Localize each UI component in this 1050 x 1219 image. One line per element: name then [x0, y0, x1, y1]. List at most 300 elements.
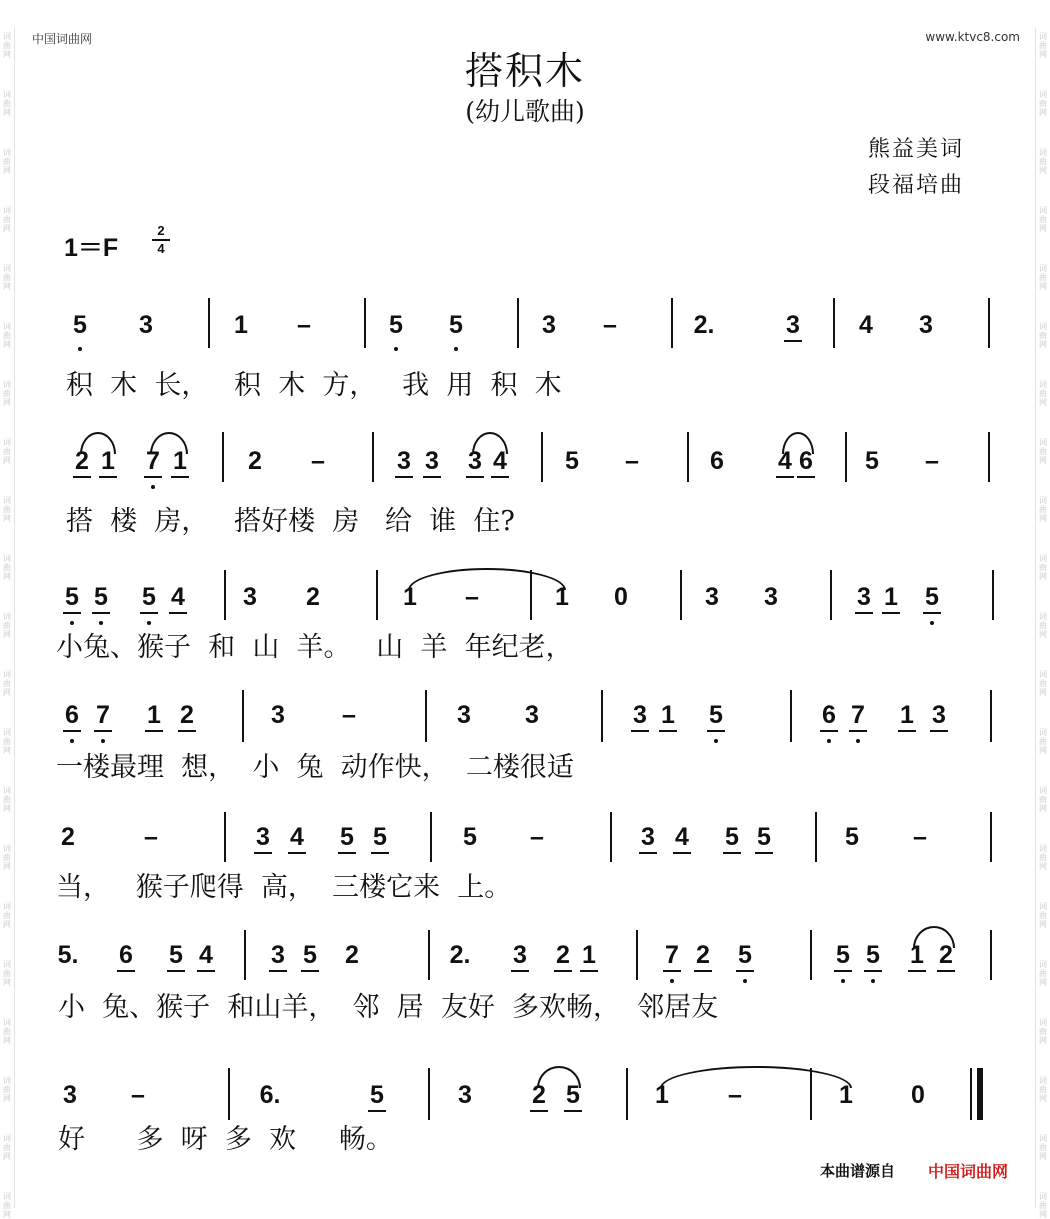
eighth-underline: [784, 340, 802, 342]
eighth-underline: [117, 970, 135, 972]
bar-line: [988, 432, 990, 482]
note: [537, 310, 561, 340]
note-symbol: 4: [493, 447, 507, 475]
eighth-underline: [466, 476, 484, 478]
bar-line: [430, 812, 432, 862]
note: [68, 310, 92, 340]
note: [704, 700, 728, 730]
eighth-underline: [491, 476, 509, 478]
eighth-underline: [530, 1110, 548, 1112]
side-watermark: 词曲网: [1039, 1076, 1047, 1103]
note-symbol: 2: [306, 583, 320, 611]
side-watermark: 词曲网: [3, 380, 11, 407]
bar-line: [541, 432, 543, 482]
note-symbol: 5: [845, 823, 859, 851]
note-symbol: 3: [633, 701, 647, 729]
note-symbol: 5: [65, 583, 79, 611]
lyricist-credit: 熊益美词: [868, 137, 965, 162]
time-signature-top: 2: [157, 223, 165, 238]
lower-octave-dot: [101, 739, 105, 743]
note: [705, 446, 729, 476]
eighth-underline: [937, 970, 955, 972]
bar-line: [636, 930, 638, 980]
site-name-left: 中国词曲网: [32, 32, 93, 46]
side-watermark: 词曲网: [1039, 206, 1047, 233]
eighth-underline: [882, 612, 900, 614]
note-symbol: 5: [836, 941, 850, 969]
bar-line: [992, 570, 994, 620]
note-symbol: 3: [705, 583, 719, 611]
note-symbol: 5: [142, 583, 156, 611]
note-symbol: 7: [851, 701, 865, 729]
note: [577, 940, 601, 970]
note-symbol: 3: [243, 583, 257, 611]
note: [560, 446, 584, 476]
lower-octave-dot: [856, 739, 860, 743]
note-symbol: 5: [303, 941, 317, 969]
note: [879, 582, 903, 612]
note-symbol: 2: [248, 447, 262, 475]
side-watermark: 词曲网: [3, 728, 11, 755]
note: [266, 940, 290, 970]
note-symbol: 2: [345, 941, 359, 969]
note: [175, 700, 199, 730]
note-symbol: 7: [665, 941, 679, 969]
note: [895, 700, 919, 730]
eighth-underline: [631, 730, 649, 732]
note-symbol: 5: [94, 583, 108, 611]
note: [292, 310, 316, 340]
note: [656, 700, 680, 730]
note: [89, 582, 113, 612]
note: [285, 822, 309, 852]
note-symbol: 3: [458, 1081, 472, 1109]
note-symbol: 3: [857, 583, 871, 611]
note: [301, 582, 325, 612]
eighth-underline: [673, 852, 691, 854]
eighth-underline: [820, 730, 838, 732]
note: [860, 446, 884, 476]
note-symbol: 1: [234, 311, 248, 339]
note-symbol: 1: [655, 1081, 669, 1109]
lower-octave-dot: [70, 621, 74, 625]
side-watermark: 词曲网: [1039, 786, 1047, 813]
eighth-underline: [580, 970, 598, 972]
note: [258, 1080, 282, 1110]
bar-line: [671, 298, 673, 348]
key-signature: 1＝F: [64, 234, 119, 262]
eighth-underline: [564, 1110, 582, 1112]
bar-line: [990, 930, 992, 980]
note: [392, 446, 416, 476]
note: [700, 582, 724, 612]
eighth-underline: [92, 612, 110, 614]
side-watermark: 词曲网: [3, 206, 11, 233]
note-symbol: 1: [147, 701, 161, 729]
eighth-underline: [269, 970, 287, 972]
side-watermark: 词曲网: [1039, 380, 1047, 407]
note-symbol: 2.: [693, 311, 715, 339]
bar-line: [208, 298, 210, 348]
note-symbol: 1: [900, 701, 914, 729]
side-watermark: 词曲网: [1039, 612, 1047, 639]
note: [126, 1080, 150, 1110]
eighth-underline: [736, 970, 754, 972]
lower-octave-dot: [827, 739, 831, 743]
note-symbol: 5: [566, 1081, 580, 1109]
note-symbol: 3: [641, 823, 655, 851]
right-margin-strip: [1035, 28, 1050, 1219]
note: [60, 700, 84, 730]
bar-line: [610, 812, 612, 862]
note-symbol: 5: [463, 823, 477, 851]
side-watermark: 词曲网: [3, 1076, 11, 1103]
bar-line: [222, 432, 224, 482]
note: [194, 940, 218, 970]
note-symbol: 5: [169, 941, 183, 969]
eighth-underline: [554, 970, 572, 972]
eighth-underline: [908, 970, 926, 972]
site-url-right[interactable]: www.ktvc8.com: [925, 30, 1020, 44]
note-symbol: 3: [256, 823, 270, 851]
side-watermark: 词曲网: [1039, 1192, 1047, 1219]
note: [56, 940, 80, 970]
bar-line: [626, 1068, 628, 1120]
side-watermark: 词曲网: [3, 844, 11, 871]
note: [164, 940, 188, 970]
note-symbol: –: [530, 823, 544, 851]
note-symbol: 6: [65, 701, 79, 729]
note-symbol: 3: [397, 447, 411, 475]
note: [453, 1080, 477, 1110]
note: [781, 310, 805, 340]
eighth-underline: [145, 730, 163, 732]
note-symbol: 5: [925, 583, 939, 611]
eighth-underline: [834, 970, 852, 972]
note-symbol: 1: [582, 941, 596, 969]
note-symbol: 5: [865, 447, 879, 475]
eighth-underline: [63, 730, 81, 732]
side-watermark: 词曲网: [3, 496, 11, 523]
eighth-underline: [639, 852, 657, 854]
lyric-line: 当， 猴子爬得 高， 三楼它来 上。: [56, 872, 512, 903]
side-watermark: 词曲网: [1039, 844, 1047, 871]
note: [142, 700, 166, 730]
final-bar-thick: [977, 1068, 983, 1120]
side-watermark: 词曲网: [1039, 32, 1047, 59]
note: [384, 310, 408, 340]
time-signature-bottom: 4: [157, 241, 165, 256]
eighth-underline: [797, 476, 815, 478]
song-subtitle: (幼儿歌曲): [465, 97, 585, 126]
note: [243, 446, 267, 476]
note: [598, 310, 622, 340]
note: [551, 940, 575, 970]
eighth-underline: [707, 730, 725, 732]
note-symbol: 1: [101, 447, 115, 475]
lyric-line: 小 兔、猴子 和山羊， 邻 居 友好 多欢畅， 邻居友: [58, 992, 719, 1023]
side-watermark: 词曲网: [1039, 902, 1047, 929]
note-symbol: 5: [866, 941, 880, 969]
note-symbol: 5: [389, 311, 403, 339]
bar-line: [830, 570, 832, 620]
note-symbol: 6: [119, 941, 133, 969]
eighth-underline: [254, 852, 272, 854]
bar-line: [242, 690, 244, 742]
side-watermark: 词曲网: [3, 148, 11, 175]
lower-octave-dot: [99, 621, 103, 625]
bar-line: [244, 930, 246, 980]
note-symbol: 5: [370, 1081, 384, 1109]
note: [452, 700, 476, 730]
side-watermark: 词曲网: [3, 960, 11, 987]
eighth-underline: [659, 730, 677, 732]
note: [636, 822, 660, 852]
lower-octave-dot: [78, 347, 82, 351]
lower-octave-dot: [147, 621, 151, 625]
tie-arc: [408, 568, 566, 590]
tie-arc: [913, 926, 955, 948]
bar-line: [845, 432, 847, 482]
note: [620, 446, 644, 476]
bar-line: [372, 432, 374, 482]
eighth-underline: [923, 612, 941, 614]
eighth-underline: [849, 730, 867, 732]
side-watermark: 词曲网: [1039, 264, 1047, 291]
lyric-line: 一楼最理 想， 小 兔 动作快， 二楼很适: [56, 752, 574, 783]
note: [114, 940, 138, 970]
side-watermark: 词曲网: [3, 438, 11, 465]
note-symbol: 5: [757, 823, 771, 851]
bar-line: [601, 690, 603, 742]
note: [831, 940, 855, 970]
note: [266, 700, 290, 730]
side-watermark: 词曲网: [3, 1134, 11, 1161]
side-watermark: 词曲网: [3, 670, 11, 697]
note: [927, 700, 951, 730]
note-symbol: 5: [373, 823, 387, 851]
note-symbol: 3: [457, 701, 471, 729]
note-symbol: 3: [63, 1081, 77, 1109]
lower-octave-dot: [743, 979, 747, 983]
bar-line: [425, 690, 427, 742]
note: [298, 940, 322, 970]
eighth-underline: [63, 612, 81, 614]
side-watermark: 词曲网: [3, 1018, 11, 1045]
bar-line: [517, 298, 519, 348]
tie-arc: [782, 432, 814, 454]
note: [444, 310, 468, 340]
note-symbol: 3: [786, 311, 800, 339]
note: [335, 822, 359, 852]
note-symbol: –: [625, 447, 639, 475]
note-symbol: –: [311, 447, 325, 475]
bar-line: [364, 298, 366, 348]
eighth-underline: [73, 476, 91, 478]
note: [229, 310, 253, 340]
lower-octave-dot: [394, 347, 398, 351]
note-symbol: 3: [513, 941, 527, 969]
side-watermark: 词曲网: [1039, 90, 1047, 117]
note-symbol: 4: [290, 823, 304, 851]
note: [609, 582, 633, 612]
eighth-underline: [723, 852, 741, 854]
lower-octave-dot: [151, 485, 155, 489]
bar-line: [990, 690, 992, 742]
source-label: 本曲谱源自: [820, 1162, 896, 1180]
note: [691, 940, 715, 970]
bar-line: [790, 690, 792, 742]
note-symbol: 4: [171, 583, 185, 611]
bar-line: [428, 1068, 430, 1120]
eighth-underline: [368, 1110, 386, 1112]
note-symbol: 5: [449, 311, 463, 339]
tie-arc: [537, 1066, 581, 1088]
note-symbol: 5: [738, 941, 752, 969]
left-margin-strip: [0, 28, 15, 1219]
side-watermark: 词曲网: [1039, 496, 1047, 523]
note-symbol: 3: [542, 311, 556, 339]
side-watermark: 词曲网: [1039, 148, 1047, 175]
time-signature: [152, 224, 170, 256]
note: [861, 940, 885, 970]
note-symbol: 2: [696, 941, 710, 969]
note-symbol: 2: [61, 823, 75, 851]
note: [251, 822, 275, 852]
note: [854, 310, 878, 340]
eighth-underline: [855, 612, 873, 614]
note-symbol: –: [925, 447, 939, 475]
note-symbol: –: [342, 701, 356, 729]
bar-line: [988, 298, 990, 348]
eighth-underline: [178, 730, 196, 732]
note: [840, 822, 864, 852]
note: [56, 822, 80, 852]
note-symbol: 7: [146, 447, 160, 475]
lower-octave-dot: [454, 347, 458, 351]
note: [337, 700, 361, 730]
note-symbol: 3: [525, 701, 539, 729]
note: [759, 582, 783, 612]
note-symbol: 3: [919, 311, 933, 339]
bar-line: [680, 570, 682, 620]
note-symbol: –: [728, 1081, 742, 1109]
note-symbol: 3: [425, 447, 439, 475]
side-watermark: 词曲网: [1039, 670, 1047, 697]
note-symbol: 1: [661, 701, 675, 729]
eighth-underline: [94, 730, 112, 732]
note-symbol: 7: [96, 701, 110, 729]
note: [139, 822, 163, 852]
side-watermark: 词曲网: [3, 322, 11, 349]
eighth-underline: [167, 970, 185, 972]
note-symbol: 6: [799, 447, 813, 475]
note-symbol: 1: [403, 583, 417, 611]
note-symbol: 1: [555, 583, 569, 611]
note-symbol: 5: [340, 823, 354, 851]
note-symbol: 0: [614, 583, 628, 611]
note: [340, 940, 364, 970]
side-watermark: 词曲网: [1039, 1134, 1047, 1161]
note: [137, 582, 161, 612]
bar-line: [833, 298, 835, 348]
final-bar-thin: [970, 1068, 972, 1120]
note: [733, 940, 757, 970]
side-watermark: 词曲网: [3, 902, 11, 929]
bar-line: [810, 930, 812, 980]
tie-arc: [660, 1066, 852, 1088]
note: [365, 1080, 389, 1110]
eighth-underline: [169, 612, 187, 614]
bar-line: [428, 930, 430, 980]
note: [420, 446, 444, 476]
note-symbol: 1: [839, 1081, 853, 1109]
lower-octave-dot: [670, 979, 674, 983]
eighth-underline: [755, 852, 773, 854]
note-symbol: 5.: [57, 941, 79, 969]
note: [628, 700, 652, 730]
eighth-underline: [144, 476, 162, 478]
bar-line: [990, 812, 992, 862]
note-symbol: 5: [725, 823, 739, 851]
note-symbol: 3: [139, 311, 153, 339]
side-watermark: 词曲网: [1039, 960, 1047, 987]
note-symbol: 2: [180, 701, 194, 729]
lower-octave-dot: [841, 979, 845, 983]
tie-arc: [150, 432, 188, 454]
eighth-underline: [171, 476, 189, 478]
eighth-underline: [288, 852, 306, 854]
note: [368, 822, 392, 852]
source-site-link[interactable]: 中国词曲网: [928, 1162, 1009, 1181]
side-watermark: 词曲网: [3, 612, 11, 639]
lower-octave-dot: [714, 739, 718, 743]
composer-credit: 段福培曲: [868, 173, 965, 198]
note-symbol: 3: [932, 701, 946, 729]
note: [166, 582, 190, 612]
eighth-underline: [140, 612, 158, 614]
note-symbol: 1: [884, 583, 898, 611]
note-symbol: 4: [675, 823, 689, 851]
note-symbol: 3: [764, 583, 778, 611]
note-symbol: 6: [710, 447, 724, 475]
tie-arc: [80, 432, 116, 454]
note: [670, 822, 694, 852]
note-symbol: 6.: [259, 1081, 281, 1109]
note-symbol: –: [144, 823, 158, 851]
note: [448, 940, 472, 970]
side-watermark: 词曲网: [3, 786, 11, 813]
note: [306, 446, 330, 476]
note: [752, 822, 776, 852]
note-symbol: 3: [468, 447, 482, 475]
note-symbol: 4: [778, 447, 792, 475]
note-symbol: –: [297, 311, 311, 339]
note: [817, 700, 841, 730]
side-watermark: 词曲网: [3, 32, 11, 59]
note-symbol: –: [131, 1081, 145, 1109]
side-watermark: 词曲网: [3, 264, 11, 291]
eighth-underline: [395, 476, 413, 478]
song-title: 搭积木: [464, 49, 585, 93]
side-watermark: 词曲网: [1039, 322, 1047, 349]
lyric-line: 小兔、猴子 和 山 羊。 山 羊 年纪老，: [56, 632, 573, 663]
note-symbol: 2: [556, 941, 570, 969]
note: [846, 700, 870, 730]
note-symbol: –: [465, 583, 479, 611]
note: [906, 1080, 930, 1110]
lyric-line: 搭 楼 房， 搭好楼 房 给 谁 住?: [66, 506, 515, 537]
